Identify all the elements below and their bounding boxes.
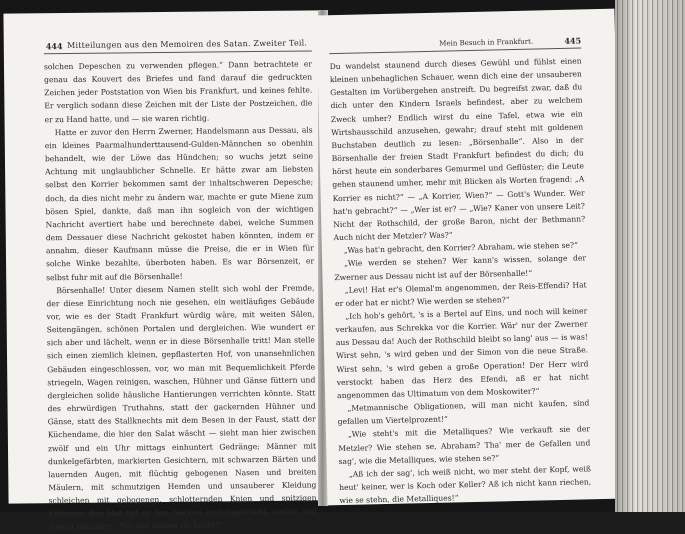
paragraph: Börsenhalle! Unter diesem Namen stellt sich wohl der Fremde, der diese Einrichtung noch nie gesehen, ein weitläufiges Gebäude vor, wie es der Stadt Frankfurt würdig wäre, mit weiten Sälen, Seitengängen, schönen Portalen und dergleichen. Wie wundert er sich aber und lächelt, wenn er in diese Börsenhalle tritt! Man stelle sich einen ziemlich kleinen, gepflasterten Hof, von unansehnlichen Gebäuden eingeschlossen, vor, wo man mit Bequemlichkeit Pferde striegeln, Wagen reinigen, waschen, Hühner und Gänse füttern und dergleichen solide häusliche Hantierungen verrichten könnte. Statt des ehrwürdigen Truthahns, statt der gackernden Hühner und Gänse, statt des Stallknechts mit dem Besen in der Faust, statt der Küchendame, die hier den Salat wäscht — sieht man hier zwischen zwölf und ein Uhr mittags einhuntert Gedränge; Männer mit dunkelgefärbten, markierten Gesichtern, mit schwarzen Bärten und lauernden Augen, mit flüchtig gebogenen Nasen und breiten Mäulern, mit schmutzigen Hemden und unsauberer Kleidung schleichen mit gebogenen, schlotternden Knien und spitzigen Ellbogen, den Hut tief in den Nacken zurückgedrückt, umher und fragen einander: „Nu, wie stehen sie heute?“ <box>46 283 317 532</box>
paragraph: „Levi! Hat er's Olemal'm angenommen, der Reis-Effendi? Hat er oder hat er nicht? Wie werden se stehen?“ <box>334 280 587 308</box>
paragraph: „Metmannische Obligationen, will man nicht kaufen, sind gefallen um Viertelprozent!“ <box>337 398 590 427</box>
right-running-head: Mein Besuch in Frankfurt. <box>439 37 534 48</box>
right-page-header <box>329 35 581 54</box>
right-page <box>316 9 625 506</box>
paragraph: Hatte er zuvor den Herrn Zwerner, Handelsmann aus Dessau, als ein kleines Paarmalhunderttausend-Gulden-Männchen so obenhin behandelt, wie der Löwe das Hündchen; so wuchs jetzt seine Achtung mit unglaublicher Schnelle. Er hätte zwar am liebsten selbst den Korrier bekommen samt der inhaltschweren Depesche; doch, da dies nicht mehr zu ändern war, machte er gute Miene zum bösen Spiel, dankte, daß man ihn sogleich von der wichtigen Nachricht avertiert habe und berechnete dabei, welche Summen dem Dessauer diese Nachricht gekostet haben könnten, indem er annahm, dieser Kaufmann müsse die Preise, die er in Wien für solche Winke bezahlte, überboten haben. Es war Börsenzeit, er selbst fuhr mit auf die Börsenhalle! <box>44 125 315 282</box>
left-running-head: Mitteilungen aus den Memoiren des Satan. Zweiter Teil. <box>67 38 308 51</box>
paragraph: „Was hat'n gebracht, den Korrier? Abraham, wie stehen se?“ <box>343 240 579 256</box>
paragraph: „Wie steht's mit die Metalliques? Wie verkauft sie der Metzler? Wie stehen se, Abraham? Tha' mer de Gefallen und sag', wie die Metalliques, wie stehen se?“ <box>338 424 591 466</box>
paragraph: „Wie werden se stehen? Wer kann's wissen, solange der Zwerner aus Dessau nicht ist auf der Börsenhalle!“ <box>334 253 587 282</box>
paragraph: „Aß ich der sag', ich weiß nicht, wo mer steht der Kopf, weiß heut' keiner, wer is Koch oder Keller? Aß ich nicht kann riechen, wie se stehn, die Metalliques!“ <box>339 464 592 506</box>
left-page <box>3 10 326 532</box>
paragraph: „Ich hob's gehört, 's is a Bertel auf Eins, und noch will keiner verkaufen, aus Schrekka vor die Korrier. Wär' nur der Zwerner aus Dessau da! Auch der Rothschild bleibt so lang' aus — is was! Wirst sehn, 's wird geben und der Simon von die neue Straße. Wirst sehn, 's wird geben a große Operation! Der Herr wird verstockt haben das Herz des Efendi, aß er hat nicht angenommen das Ultimatum von dem Moskowiter?“ <box>335 306 589 400</box>
left-page-number: 444 <box>45 41 63 52</box>
left-page-header <box>44 38 312 54</box>
paragraph: Du wandelst staunend durch dieses Gewühl und fühlst einen kleinen unbehaglichen Schauer, wenn dich eine der unsauberen Gestalten im Vorübergehen anstreift. Du begreifst zwar, daß du dich unter den Kindern Israels befindest, aber zu welchem Zweck umher? Endlich wirst du eine Tafel, etwa wie ein Wirtshausschild anzusehen, gewahr; drauf steht mit goldenen Buchstaben deutlich zu lesen: „Börsenhalle“. Also in der Börsenhalle der freien Stadt Frankfurt befindest du dich; du hörst heute ein sonderbares Gemurmel und Geflüster; die Leute gehen staunend umher, mehr mit Blicken als Worten fragend: „A Korrier es nicht?“ — „A Korrier, Wien?“ — Gott's Wunder. Wer hat'n gebracht?“ — „Wer ist er? — „Wie? Kaner von unsere Leit? Nicht der Rothschild, der große Baron, nicht der Bethmann? Auch nicht der Metzler? Was?“ <box>329 56 586 243</box>
left-page-text <box>44 57 317 533</box>
right-page-text <box>329 54 591 507</box>
right-page-number: 445 <box>564 35 582 46</box>
page-edges-shadow <box>615 0 685 512</box>
paragraph: solchen Depeschen zu verwenden pflegen.“ Dann betrachtete er genau das Kouvert des Briefes und fand darauf die gedruckten Zeichen jeder Poststation von Wien bis Frankfurt, und keines fehlte. Er verglich sodann diese Zeichen mit der Liste der Postzeichen, die er zu Hand hatte, und — sie waren richtig. <box>43 59 313 124</box>
